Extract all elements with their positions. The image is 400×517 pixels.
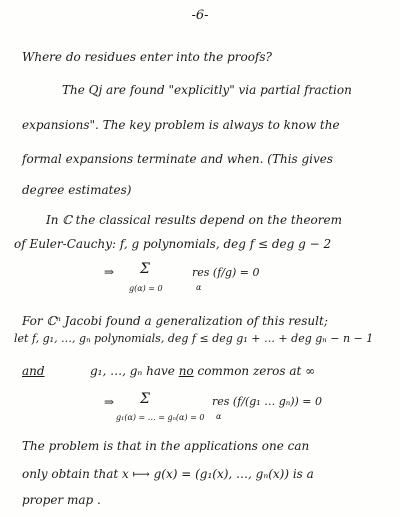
implies-arrow: ⇒: [104, 265, 115, 279]
text-line: expansions". The key problem is always to know the: [22, 118, 340, 132]
sum-symbol: Σ: [140, 261, 150, 277]
residue-subscript: α: [216, 412, 222, 421]
question-heading: Where do residues enter into the proofs?: [22, 50, 272, 64]
sum-index: g₁(α) = … = gₙ(α) = 0: [116, 413, 205, 422]
implies-arrow: ⇒: [104, 395, 115, 409]
text-line: For ℂⁿ Jacobi found a generalization of this result;: [22, 314, 328, 328]
text-line: proper map .: [22, 493, 101, 507]
text-line: The problem is that in the applications one can: [22, 439, 310, 453]
text-line: In ℂ the classical results depend on the theorem: [46, 213, 342, 227]
sum-index: g(α) = 0: [129, 284, 163, 293]
text-line: formal expansions terminate and when. (This gives: [22, 152, 334, 166]
page-number: -6-: [191, 8, 209, 23]
text-line: degree estimates): [22, 183, 132, 197]
text-line: only obtain that x ⟼ g(x) = (g₁(x), …, gₙ(x)) is a: [22, 467, 314, 481]
text-line: of Euler-Cauchy: f, g polynomials, deg f ≤ deg g − 2: [14, 237, 332, 251]
text-line: g₁, …, gₙ have no common zeros at ∞: [90, 364, 316, 378]
text-line: The Qj are found "explicitly" via partial fraction: [62, 83, 352, 97]
sum-symbol: Σ: [140, 391, 150, 407]
residue-subscript: α: [196, 283, 202, 292]
text-and: and: [22, 364, 45, 378]
residue-expression: res (f/(g₁ … gₙ)) = 0: [212, 395, 323, 408]
residue-expression: res (f/g) = 0: [192, 266, 260, 279]
text-line: let f, g₁, …, gₙ polynomials, deg f ≤ deg g₁ + … + deg gₙ − n − 1: [14, 332, 374, 345]
